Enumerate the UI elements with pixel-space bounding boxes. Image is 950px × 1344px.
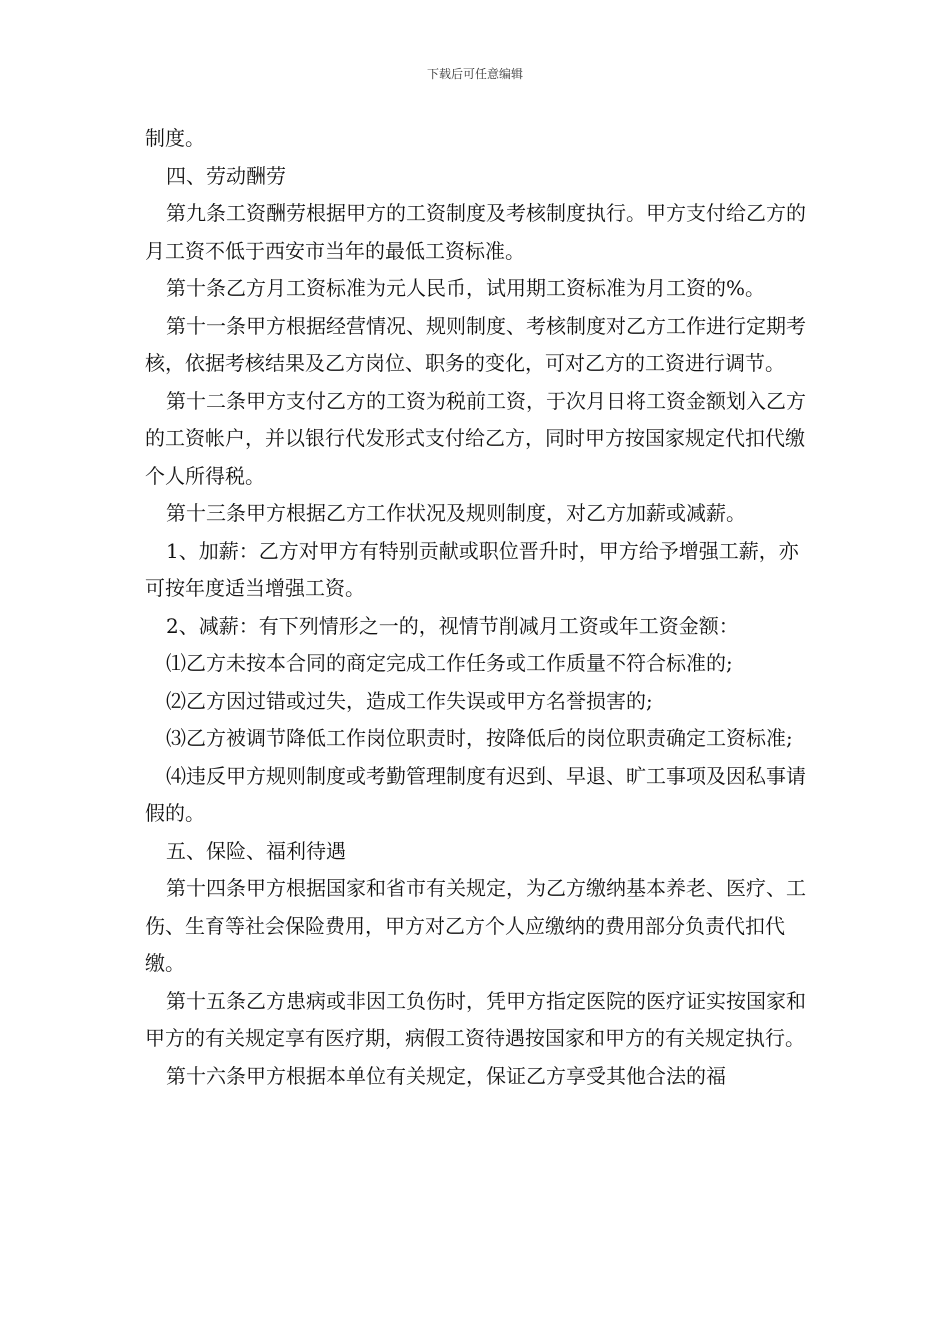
article-12: 第十二条甲方支付乙方的工资为税前工资，于次月日将工资金额划入乙方的工资帐户，并以银行代发形式支付给乙方，同时甲方按国家规定代扣代缴个人所得税。 [145, 388, 806, 488]
article-16: 第十六条甲方根据本单位有关规定，保证乙方享受其他合法的福 [166, 1063, 726, 1088]
article-10: 第十条乙方月工资标准为元人民币，试用期工资标准为月工资的%。 [166, 276, 766, 300]
clause-raise: 1、加薪：乙方对甲方有特别贡献或职位晋升时，甲方给予增强工薪，亦可按年度适当增强工资。 [145, 538, 799, 600]
item-2: ⑵乙方因过错或过失，造成工作失误或甲方名誉损害的; [166, 688, 653, 713]
paragraph-0: 制度。 [145, 126, 205, 150]
article-14: 第十四条甲方根据国家和省市有关规定，为乙方缴纳基本养老、医疗、工伤、生育等社会保险费用，甲方对乙方个人应缴纳的费用部分负责代扣代缴。 [145, 876, 806, 975]
article-15: 第十五条乙方患病或非因工负伤时，凭甲方指定医院的医疗证实按国家和甲方的有关规定享有医疗期，病假工资待遇按国家和甲方的有关规定执行。 [145, 988, 806, 1050]
section-heading-5: 五、保险、福利待遇 [166, 838, 346, 863]
article-11: 第十一条甲方根据经营情况、规则制度、考核制度对乙方工作进行定期考核，依据考核结果及乙方岗位、职务的变化，可对乙方的工资进行调节。 [145, 313, 806, 375]
article-13: 第十三条甲方根据乙方工作状况及规则制度，对乙方加薪或减薪。 [166, 501, 746, 525]
item-4: ⑷违反甲方规则制度或考勤管理制度有迟到、早退、旷工事项及因私事请假的。 [145, 763, 806, 825]
clause-reduce: 2、减薪：有下列情形之一的，视情节削减月工资或年工资金额： [166, 613, 739, 638]
item-3: ⑶乙方被调节降低工作岗位职责时，按降低后的岗位职责确定工资标准; [166, 726, 793, 750]
item-1: ⑴乙方未按本合同的商定完成工作任务或工作质量不符合标准的; [166, 651, 733, 675]
section-heading-4: 四、劳动酬劳 [166, 163, 286, 188]
page-header: 下载后可任意编辑 [426, 67, 523, 81]
article-9: 第九条工资酬劳根据甲方的工资制度及考核制度执行。甲方支付给乙方的月工资不低于西安市当年的最低工资标准。 [145, 201, 806, 263]
document-body [145, 120, 815, 1095]
